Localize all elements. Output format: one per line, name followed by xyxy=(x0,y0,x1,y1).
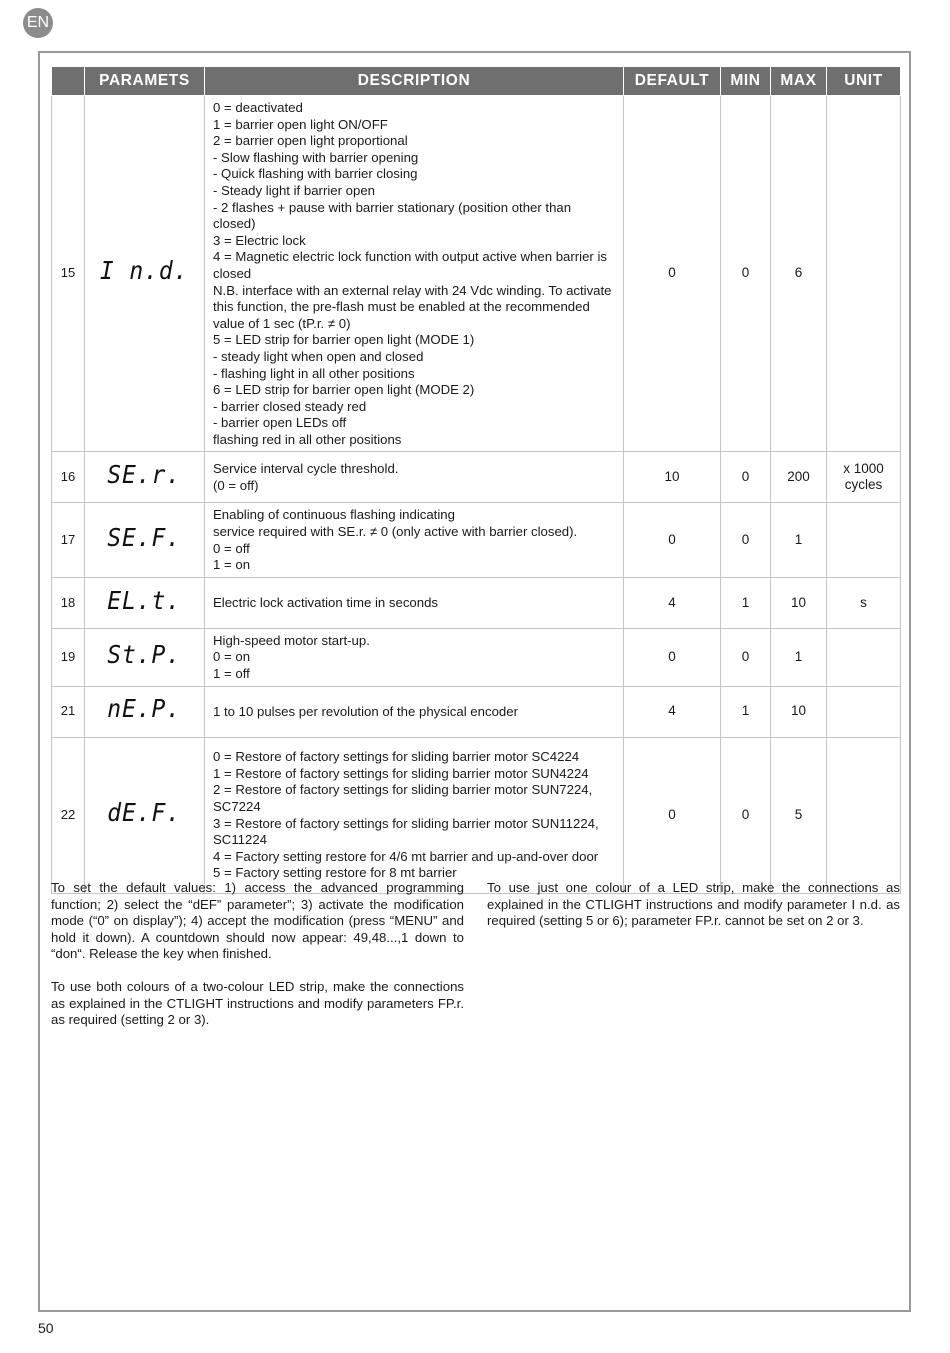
description-line: 4 = Magnetic electric lock function with output active when barrier is closed xyxy=(213,249,607,281)
description-line: 5 = Factory setting restore for 8 mt barrier xyxy=(213,865,457,881)
param-code-cell xyxy=(85,628,205,686)
param-number: 18 xyxy=(52,577,85,628)
param-unit: s xyxy=(827,577,901,628)
description-line: - 2 flashes + pause with barrier stationary (position other than closed) xyxy=(213,199,572,232)
header-params: PARAMETS xyxy=(85,67,205,96)
param-code-cell xyxy=(85,737,205,893)
description-line: - Quick flashing with barrier closing xyxy=(213,166,418,182)
description-line: 0 = deactivated xyxy=(213,100,303,115)
table-header-row xyxy=(52,67,901,96)
param-min: 0 xyxy=(721,628,771,686)
param-description xyxy=(205,737,624,893)
param-min: 1 xyxy=(721,686,771,737)
header-num xyxy=(52,67,85,96)
description-line: 4 = Factory setting restore for 4/6 mt barrier and up-and-over door xyxy=(213,848,599,864)
table-row xyxy=(52,577,901,628)
table-row xyxy=(52,686,901,737)
header-description: DESCRIPTION xyxy=(205,67,624,96)
description-line: N.B. interface with an external relay with 24 Vdc winding. To activate this function, the pre-flash must be enabled at the recommended value of 1 sec (tP.r. ≠ 0) xyxy=(213,282,612,331)
param-default: 0 xyxy=(624,96,721,452)
header-max: MAX xyxy=(771,67,827,96)
header-unit: UNIT xyxy=(827,67,901,96)
description-line: 5 = LED strip for barrier open light (MODE 1) xyxy=(213,332,475,348)
param-max: 10 xyxy=(771,686,827,737)
parameters-table xyxy=(51,66,901,894)
page-number: 50 xyxy=(38,1320,54,1336)
param-unit xyxy=(827,503,901,577)
param-unit: x 1000 cycles xyxy=(827,452,901,503)
note-default-values: To set the default values: 1) access the advanced programming function; 2) select the “dEF” parameter”; 3) activate the modification mode (“0” on display”); 4) accept the modification (press “MENU” and hold it down). A countdown should now appear: 49,48...,1 down to “don“. Release the key when finished. xyxy=(51,880,464,962)
param-code-display: SE.r. xyxy=(107,460,182,490)
description-line: 1 to 10 pulses per revolution of the physical encoder xyxy=(213,703,518,719)
param-default: 10 xyxy=(624,452,721,503)
param-number: 16 xyxy=(52,452,85,503)
param-min: 0 xyxy=(721,96,771,452)
param-code-display: nE.P. xyxy=(107,694,182,724)
param-unit xyxy=(827,686,901,737)
param-code-cell xyxy=(85,503,205,577)
param-number: 19 xyxy=(52,628,85,686)
description-line: High-speed motor start-up. xyxy=(213,632,370,648)
description-line: - barrier closed steady red xyxy=(213,398,367,414)
param-code-display: SE.F. xyxy=(107,522,182,552)
param-max: 5 xyxy=(771,737,827,893)
param-code-cell xyxy=(85,686,205,737)
language-badge: EN xyxy=(23,8,53,38)
description-line: 2 = Restore of factory settings for sliding barrier motor SUN7224, SC7224 xyxy=(213,782,593,815)
param-max: 6 xyxy=(771,96,827,452)
description-line: 1 = off xyxy=(213,666,250,682)
table-row xyxy=(52,737,901,893)
description-line: - barrier open LEDs off xyxy=(213,415,347,431)
header-min: MIN xyxy=(721,67,771,96)
description-line: (0 = off) xyxy=(213,477,259,493)
param-code-display: I n.d. xyxy=(100,256,189,286)
table-row xyxy=(52,628,901,686)
description-line: 0 = on xyxy=(213,649,251,665)
param-default: 0 xyxy=(624,628,721,686)
description-line: service required with SE.r. ≠ 0 (only active with barrier closed). xyxy=(213,524,578,540)
param-min: 0 xyxy=(721,737,771,893)
description-line: - Steady light if barrier open xyxy=(213,182,375,198)
param-number: 21 xyxy=(52,686,85,737)
description-line: 1 = Restore of factory settings for sliding barrier motor SUN4224 xyxy=(213,765,589,781)
param-description xyxy=(205,452,624,503)
param-number: 22 xyxy=(52,737,85,893)
param-description xyxy=(205,577,624,628)
description-line: 3 = Restore of factory settings for sliding barrier motor SUN11224, SC11224 xyxy=(213,815,599,848)
notes-right-column xyxy=(487,880,900,946)
description-line: - Slow flashing with barrier opening xyxy=(213,149,419,165)
param-default: 4 xyxy=(624,577,721,628)
description-line: 6 = LED strip for barrier open light (MODE 2) xyxy=(213,382,475,398)
table-row xyxy=(52,96,901,452)
description-line: 3 = Electric lock xyxy=(213,232,306,248)
param-code-cell xyxy=(85,452,205,503)
note-two-colour-led: To use both colours of a two-colour LED strip, make the connections as explained in the CTLIGHT instructions and modify parameters FP.r. as required (setting 2 or 3). xyxy=(51,978,464,1028)
param-number: 15 xyxy=(52,96,85,452)
description-line: 1 = barrier open light ON/OFF xyxy=(213,116,388,132)
table-row xyxy=(52,503,901,577)
header-default: DEFAULT xyxy=(624,67,721,96)
param-description xyxy=(205,686,624,737)
param-description xyxy=(205,628,624,686)
notes-left-column xyxy=(51,880,464,1045)
param-min: 1 xyxy=(721,577,771,628)
param-default: 0 xyxy=(624,737,721,893)
param-code-display: EL.t. xyxy=(107,585,182,615)
param-code-cell xyxy=(85,96,205,452)
param-max: 200 xyxy=(771,452,827,503)
description-line: Electric lock activation time in seconds xyxy=(213,595,439,611)
param-max: 10 xyxy=(771,577,827,628)
description-line: - steady light when open and closed xyxy=(213,348,424,364)
param-max: 1 xyxy=(771,503,827,577)
param-default: 0 xyxy=(624,503,721,577)
param-unit xyxy=(827,96,901,452)
param-description xyxy=(205,96,624,452)
description-line: flashing red in all other positions xyxy=(213,431,402,447)
description-line: Enabling of continuous flashing indicating xyxy=(213,507,455,523)
param-min: 0 xyxy=(721,503,771,577)
param-max: 1 xyxy=(771,628,827,686)
param-unit xyxy=(827,737,901,893)
param-min: 0 xyxy=(721,452,771,503)
param-code-display: St.P. xyxy=(107,639,182,669)
description-line: 0 = off xyxy=(213,540,250,556)
table-row xyxy=(52,452,901,503)
param-unit xyxy=(827,628,901,686)
param-code-cell xyxy=(85,577,205,628)
note-one-colour-led: To use just one colour of a LED strip, make the connections as explained in the CTLIGHT instructions and modify parameter I n.d. as required (setting 5 or 6); parameter FP.r. cannot be set on 2 or 3. xyxy=(487,880,900,929)
param-number: 17 xyxy=(52,503,85,577)
description-line: - flashing light in all other positions xyxy=(213,365,415,381)
description-line: 1 = on xyxy=(213,557,251,573)
param-code-display: dE.F. xyxy=(107,797,182,827)
description-line: 0 = Restore of factory settings for sliding barrier motor SC4224 xyxy=(213,749,580,765)
description-line: 2 = barrier open light proportional xyxy=(213,133,408,149)
param-default: 4 xyxy=(624,686,721,737)
description-line: Service interval cycle threshold. xyxy=(213,461,399,477)
param-description xyxy=(205,503,624,577)
